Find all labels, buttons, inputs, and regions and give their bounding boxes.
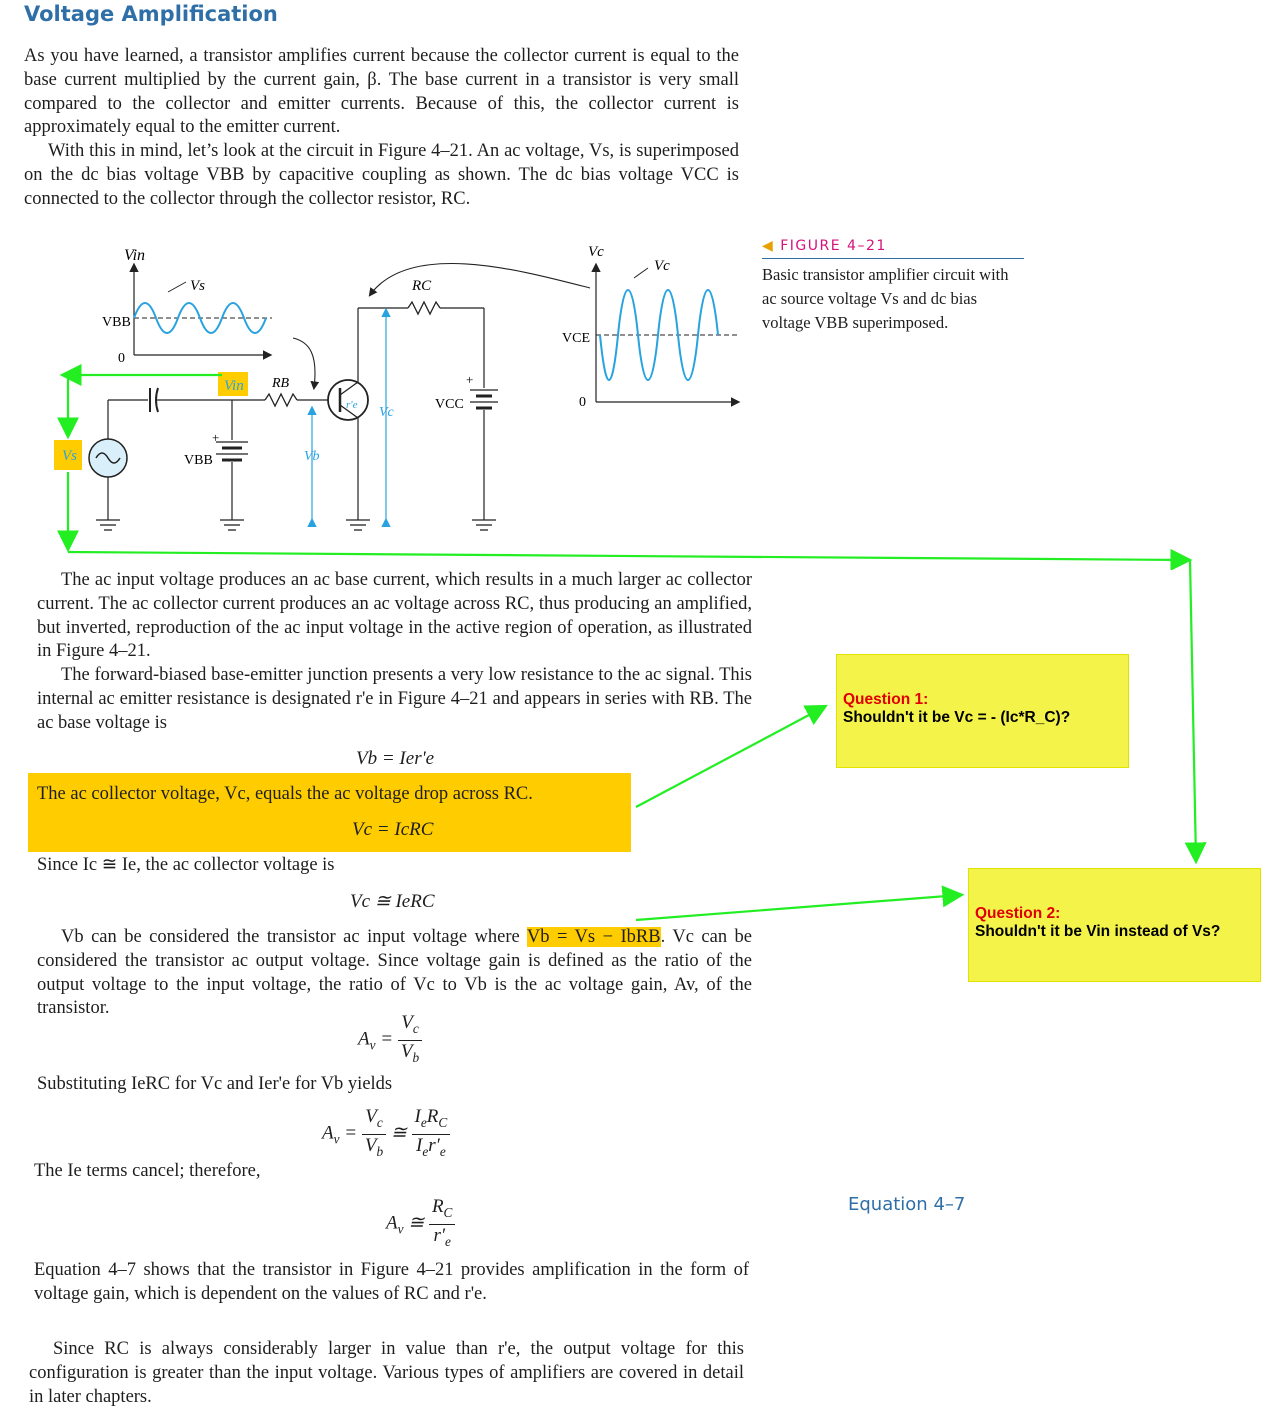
vcc-label: VCC [435,397,464,412]
equation-av-ratio: $A_v$ = $\frac{V_c}{V_b}$ [358,1012,422,1069]
vs-wave-label: Vs [190,278,205,294]
rc-resistor [408,302,440,314]
equation-4-7: $A_v$ ≅ $\frac{R_C}{r'_e}$ [386,1196,455,1253]
vb-label: Vb [304,449,320,464]
question-2-text: Shouldn't it be Vin instead of Vs? [975,923,1221,940]
vc-arrow-label: Vc [379,405,394,420]
question-1-text: Shouldn't it be Vc = - (Ic*R_C)? [843,709,1071,726]
intro-paragraph-2: With this in mind, let’s look at the circuit in Figure 4–21. An ac voltage, Vs, is superimposed on the dc bias voltage VBB by capacitive coupling as shown. The dc bias voltage VCC is connected to the collector through the collector resistor, RC. [24,141,739,209]
question-2-title: Question 2: [975,905,1061,922]
vin-box-label: Vin [224,378,244,394]
vs-box-label: Vs [62,448,77,464]
vc-top-label: Vc [588,244,604,260]
question-2-note [968,868,1261,982]
zero-left-label: 0 [118,351,125,366]
equation-av-substituted: $A_v$ = $\frac{V_c}{V_b}$ ≅ $\frac{I_eR_C}{I_er'_e}$ [322,1106,450,1163]
rb-resistor [265,394,297,406]
vce-axis-label: VCE [562,331,590,346]
vcc-plus: + [466,372,474,387]
question-1-title: Question 1: [843,691,929,708]
vin-top-label: Vin [124,247,146,264]
intro-paragraph-1: As you have learned, a transistor amplifies current because the collector current is equal to the base current multiplied by the current gain, β. The base current in a transistor is very small compared to the collector and emitter currents. Because of this, the collector current is approximately equal to the emitter current. [24,46,739,138]
section-heading: Voltage Amplification [24,2,278,26]
vbb-plus: + [212,430,220,445]
green-annotation-lines [64,375,1188,560]
vc-wave-label: Vc [654,258,670,274]
highlight-block [28,773,631,852]
highlight-text: The ac collector voltage, Vc, equals the ac voltage drop across RC. [37,784,533,804]
body-paragraph-6: Equation 4–7 shows that the transistor in Figure 4–21 provides amplification in the form of voltage gain, which is dependent on the values of RC and r'e. [34,1260,749,1304]
figure-caption: Basic transistor amplifier circuit with ac source voltage Vs and dc bias voltage VBB superimposed. [762,265,1009,332]
equation-vc-ic: Vc = IcRC [352,819,434,840]
equation-label: Equation 4–7 [848,1194,966,1215]
re-label: r'e [346,399,358,411]
since-line: Since Ic ≅ Ie, the ac collector voltage is [37,855,335,875]
vbb-axis-label: VBB [102,315,131,330]
equation-vb: Vb = Ier'e [356,748,435,769]
body-paragraph-7: Since RC is always considerably larger in value than r'e, the output voltage for this configuration is greater than the input voltage. Various types of amplifiers are covered in detail in later chapters. [29,1339,744,1407]
rb-label: RB [272,376,290,391]
zero-right-label: 0 [579,395,586,410]
rc-label: RC [412,278,432,294]
question-1-note [836,654,1129,768]
vb-formula-highlight: Vb = Vs − IbRB [526,927,661,947]
body-paragraph-4: The forward-biased base-emitter junction presents a very low resistance to the ac signal. This internal ac emitter resistance is designated r'e in Figure 4–21 and appears in series with RB. The ac base voltage is [37,665,752,733]
equation-vc-ie: Vc ≅ IeRC [350,891,435,912]
body-paragraph-3: The ac input voltage produces an ac base current, which results in a much larger ac collector current. The ac collector current produces an ac voltage across RC, thus producing an amplified, but inverted, reproduction of the ac input voltage in the active region of operation, as illustrated in Figure 4–21. [37,570,752,662]
vbb-battery-label: VBB [184,453,213,468]
body-paragraph-5: Vb can be considered the transistor ac input voltage where Vb = Vs − IbRB. Vc can be considered the transistor ac output voltage. Since voltage gain is defined as the ratio of the output voltage to the input voltage, the ratio of Vc to Vb is the ac voltage gain, Av, of the transistor. [37,927,753,1019]
substituting-line: Substituting IeRC for Vc and Ier'e for Vb yields [37,1074,393,1094]
figure-label: ◀ FIGURE 4–21 [762,238,887,254]
circuit-figure [0,230,1276,570]
cancel-line: The Ie terms cancel; therefore, [34,1161,261,1181]
